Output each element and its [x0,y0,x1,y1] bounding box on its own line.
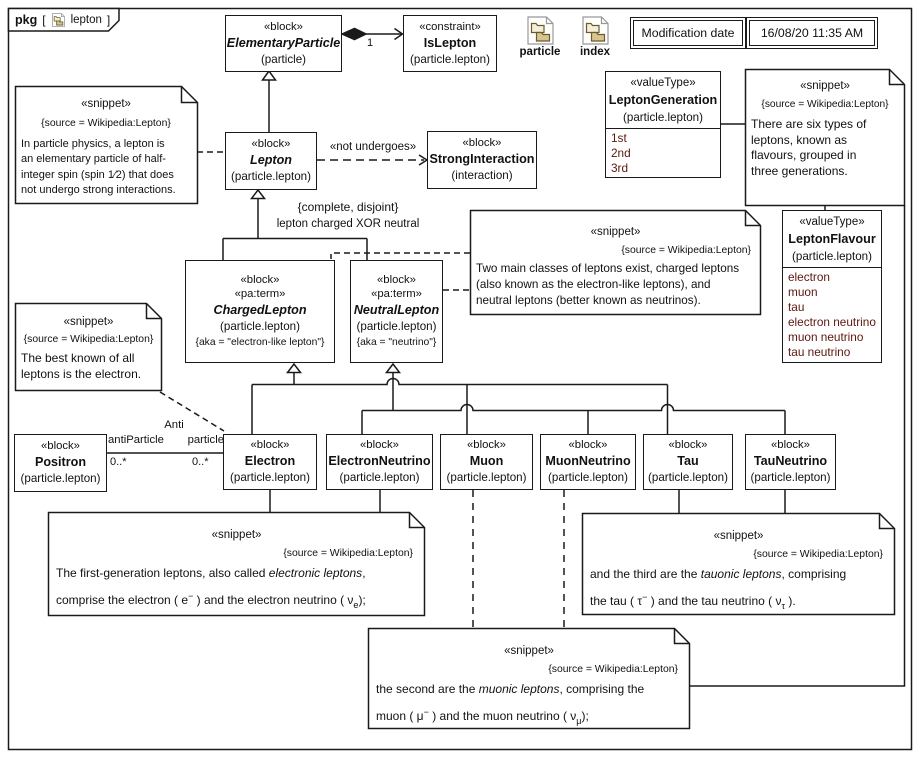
snippet-body: There are six types of leptons, known as flavours, grouped in three generations. [751,117,867,178]
snippet-stereotype: «snippet» [800,80,850,92]
stereotype: «valueType» [799,216,865,228]
block-neutral-lepton[interactable] [350,260,443,363]
snippet-stereotype: «snippet» [63,316,114,328]
aka-constraint: {aka = "neutrino"} [356,337,437,348]
stereotype-pa-term: «pa:term» [234,288,286,300]
block-namespace: (particle.lepton) [648,471,728,484]
snippet-body: Two main classes of leptons exist, charged leptons (also known as the electron-like leptons), and neutral leptons (better known as neutrinos). [476,262,740,307]
snippet-source: {source = Wikipedia:Lepton} [41,118,171,129]
snippet-tauonic[interactable] [582,513,895,615]
index-icon-label: index [579,46,611,58]
package-icon [51,13,66,27]
antiparticle-role-label: antiParticle [108,434,164,446]
valuetype-namespace: (particle.lepton) [623,111,703,124]
particle-multiplicity: 0..* [192,456,209,468]
modification-date-label: Modification date [633,20,743,46]
stereotype: «block» [462,137,502,149]
index-package-icon[interactable] [582,16,609,50]
pkg-name: lepton [70,13,102,26]
valuetype-header [606,72,720,129]
snippet-source: {source = Wikipedia:Lepton} [23,334,154,345]
snippet-source: {source = Wikipedia:Lepton} [283,548,413,559]
stereotype: «valueType» [630,77,696,89]
xor-constraint-label: lepton charged XOR neutral [276,218,420,230]
block-name: ElectronNeutrino [328,454,431,468]
snippet-body: the second are the muonic leptons, comprising the muon ( μ− ) and the muon neutrino ( $\nu_\mu$); [376,682,645,726]
valuetype-lepton-generation[interactable] [605,71,721,178]
block-namespace: (particle.lepton) [339,471,420,484]
valuetype-name: LeptonFlavour [788,232,876,246]
bracket-open: [ [42,12,46,27]
block-name: Electron [244,454,296,468]
association-name-anti: Anti [164,419,184,431]
snippet-stereotype: «snippet» [211,529,262,541]
complete-disjoint-label: {complete, disjoint} [297,200,399,214]
generalization-lepton-elementaryparticle [263,71,276,132]
snippet-stereotype: «snippet» [81,98,131,110]
stereotype: «block» [360,439,399,451]
stereotype: «block» [377,274,416,286]
block-electron[interactable] [223,434,317,490]
bracket-close: ] [106,12,111,27]
stereotype: «block» [240,274,280,286]
dependency-not-undergoes [317,155,427,165]
block-name: TauNeutrino [753,454,828,468]
snippet-body: In particle physics, a lepton is an elementary particle of half- integer spin (spin 1⁄2) that does not undergo strong interactions. [21,138,176,196]
block-name: IsLepton [423,35,477,50]
block-name: ElementaryParticle [226,35,341,50]
block-namespace: (interaction) [451,169,513,182]
snippet-six-types[interactable] [745,69,905,205]
stereotype: «block» [251,138,291,150]
particle-role-label: particle [187,434,224,446]
block-name: MuonNeutrino [545,454,631,468]
snippet-source: {source = Wikipedia:Lepton} [621,245,751,256]
stereotype: «block» [250,439,290,451]
block-namespace: (particle.lepton) [410,52,490,66]
block-name: StrongInteraction [429,152,535,166]
block-name: Lepton [250,153,292,167]
block-tau[interactable] [643,434,733,490]
not-undergoes-label: «not undergoes» [329,141,417,153]
stereotype: «block» [467,439,506,451]
snippet-best-known[interactable] [15,303,162,391]
snippet-stereotype: «snippet» [713,530,764,542]
block-namespace: (particle.lepton) [220,320,300,333]
block-namespace: (particle.lepton) [230,471,310,484]
stereotype: «block» [264,20,303,33]
snippet-two-classes[interactable] [470,210,761,315]
generalization-set-neutral [362,364,785,434]
pkg-keyword: pkg [15,12,38,27]
stereotype: «constraint» [419,20,481,33]
valuetype-name: LeptonGeneration [608,93,718,107]
snippet-body: and the third are the tauonic leptons, comprising the tau ( τ− ) and the tau neutrino ( $\nu_\tau$ ). [590,567,847,611]
multiplicity-label: 1 [366,37,374,49]
snippet-source: {source = Wikipedia:Lepton} [548,664,678,675]
block-elementary-particle[interactable] [225,15,342,72]
block-namespace: (particle.lepton) [231,170,311,183]
valuetype-header [783,211,881,268]
block-tau-neutrino[interactable] [745,434,836,490]
generalization-set-charged [252,364,668,434]
block-namespace: (particle.lepton) [20,472,101,485]
block-positron[interactable] [14,434,107,492]
pkg-tab[interactable] [8,8,119,31]
particle-icon-label: particle [519,46,561,58]
stereotype-pa-term: «pa:term» [371,288,422,300]
block-is-lepton[interactable] [403,15,497,72]
block-electron-neutrino[interactable] [326,434,433,490]
snippet-body: The best known of all leptons is the electron. [21,351,142,381]
snippet-muonic[interactable] [368,628,690,729]
block-name: Positron [34,455,87,469]
snippet-stereotype: «snippet» [504,645,554,657]
valuetype-namespace: (particle.lepton) [792,250,872,263]
modification-date-value: 16/08/20 11:35 AM [749,20,875,46]
block-muon[interactable] [440,434,533,490]
snippet-lepton-definition[interactable] [15,86,197,203]
block-namespace: (particle) [260,52,307,66]
valuetype-lepton-flavour[interactable] [782,210,882,363]
snippet-first-generation[interactable] [48,512,425,616]
block-name: Tau [677,454,699,468]
block-strong-interaction[interactable] [427,131,537,189]
block-namespace: (particle.lepton) [750,471,831,484]
block-name: NeutralLepton [353,303,440,317]
stereotype: «block» [668,439,708,451]
literal-list: electron muon tau electron neutrino muon neutrino tau neutrino [788,270,876,359]
aka-constraint: {aka = "electron-like lepton"} [195,337,325,348]
literal-list: 1st 2nd 3rd [611,131,631,175]
stereotype: «block» [41,440,80,452]
antiparticle-multiplicity: 0..* [110,456,127,468]
snippet-body: The first-generation leptons, also called electronic leptons, comprise the electron ( e− ) and the electron neutrino ( $\nu_e$); [56,566,366,610]
block-muon-neutrino[interactable] [540,434,636,490]
block-namespace: (particle.lepton) [356,320,437,333]
block-charged-lepton[interactable] [185,260,335,363]
stereotype: «block» [568,439,608,451]
particle-package-icon[interactable] [527,16,554,50]
snippet-stereotype: «snippet» [590,226,641,238]
block-name: Muon [469,454,504,468]
block-namespace: (particle.lepton) [446,471,527,484]
stereotype: «block» [771,439,810,451]
snippet-source: {source = Wikipedia:Lepton} [761,99,889,110]
snippet-source: {source = Wikipedia:Lepton} [753,549,883,560]
block-lepton[interactable] [225,132,317,190]
block-name: ChargedLepton [213,303,307,317]
block-namespace: (particle.lepton) [548,471,628,484]
